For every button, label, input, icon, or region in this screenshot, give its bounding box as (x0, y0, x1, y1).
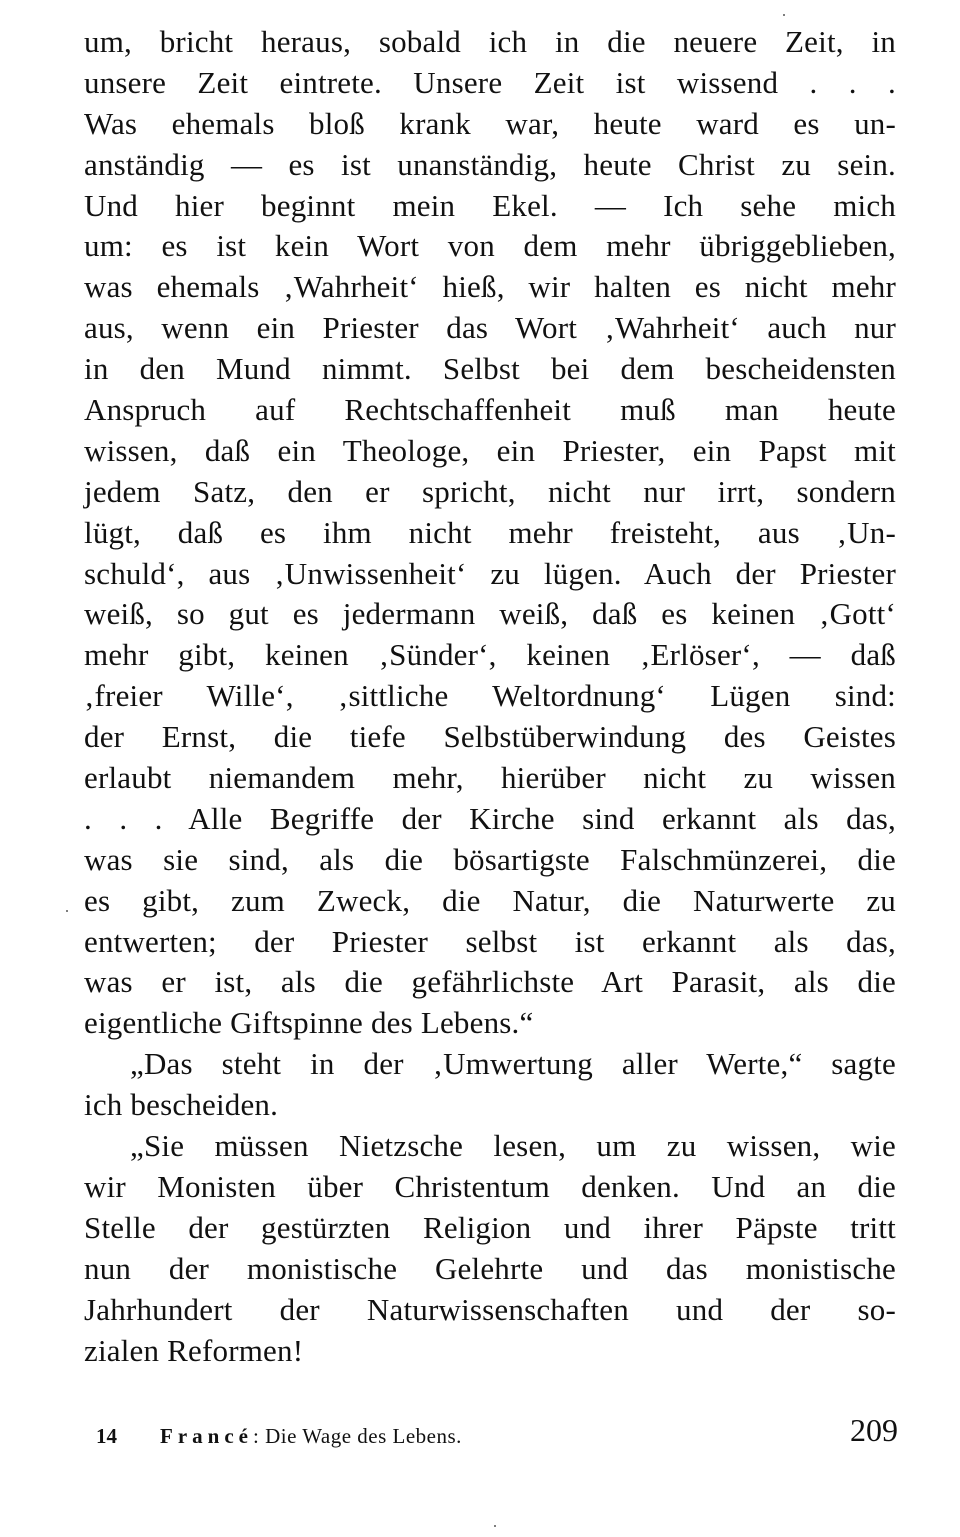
scan-speck (783, 14, 785, 16)
running-title (160, 1424, 462, 1449)
text-line: um, bricht heraus, sobald ich in die neuere Zeit, in (84, 24, 896, 59)
text-line: entwerten; der Priester selbst ist erkannt als das, (84, 923, 896, 959)
text-line: was er ist, als die gefährlichste Art Parasit, als die (84, 964, 896, 1000)
page-number: 209 (850, 1412, 898, 1448)
text-line: erlaubt niemandem mehr, hierüber nicht zu wissen (84, 760, 896, 796)
text-line: Stelle der gestürzten Religion und ihrer Päpste tritt (84, 1209, 896, 1245)
text-line: Jahrhundert der Naturwissenschaften und der so- (84, 1291, 896, 1327)
text-line: was sie sind, als die bösartigste Falschmünzerei, die (84, 841, 896, 877)
scan-speck (494, 1525, 496, 1527)
text-line: was ehemals ‚Wahrheit‘ hieß, wir halten es nicht mehr (84, 269, 896, 305)
body-text (84, 22, 896, 1371)
text-line: wir Monisten über Christentum denken. Und an die (84, 1168, 896, 1204)
text-line: ich bescheiden. (84, 1087, 279, 1123)
text-line: der Ernst, die tiefe Selbstüberwindung des Geistes (84, 719, 896, 755)
signature-mark: 14 (96, 1424, 117, 1448)
text-line: ‚freier Wille‘, ‚sittliche Weltordnung‘ Lügen sind: (84, 678, 896, 714)
text-line: lügt, daß es ihm nicht mehr freisteht, aus ‚Un- (84, 514, 896, 550)
text-line: zialen Reformen! (84, 1332, 304, 1368)
text-line: wissen, daß ein Theologe, ein Priester, ein Papst mit (84, 432, 896, 468)
text-line: in den Mund nimmt. Selbst bei dem bescheidensten (84, 351, 896, 387)
text-line: es gibt, zum Zweck, die Natur, die Naturwerte zu (84, 882, 896, 918)
text-line: jedem Satz, den er spricht, nicht nur irrt, sondern (84, 473, 896, 509)
text-line: eigentliche Giftspinne des Lebens.“ (84, 1005, 534, 1041)
text-line: aus, wenn ein Priester das Wort ‚Wahrheit‘ auch nur (84, 310, 896, 346)
text-line: Und hier beginnt mein Ekel. — Ich sehe mich (84, 187, 896, 223)
text-line: Was ehemals bloß krank war, heute ward es un- (84, 105, 896, 141)
text-line: schuld‘, aus ‚Unwissenheit‘ zu lügen. Auch der Priester (84, 555, 896, 591)
scan-speck (66, 910, 68, 912)
text-line: unsere Zeit eintrete. Unsere Zeit ist wissend . . . (84, 64, 896, 100)
book-title: : Die Wage des Lebens. (252, 1424, 462, 1448)
author-name: Francé (160, 1424, 253, 1448)
text-line: nun der monistische Gelehrte und das monistische (84, 1250, 896, 1286)
text-line: „Das steht in der ‚Umwertung aller Werte,“ sagte (130, 1046, 896, 1082)
text-line: mehr gibt, keinen ‚Sünder‘, keinen ‚Erlöser‘, — daß (84, 637, 896, 673)
text-line: „Sie müssen Nietzsche lesen, um zu wissen, wie (130, 1128, 896, 1164)
text-line: um: es ist kein Wort von dem mehr übriggeblieben, (84, 228, 896, 264)
text-line: Anspruch auf Rechtschaffenheit muß man heute (84, 392, 896, 428)
text-line: . . . Alle Begriffe der Kirche sind erkannt als das, (84, 800, 896, 836)
page-footer (96, 1412, 898, 1458)
text-line: anständig — es ist unanständig, heute Christ zu sein. (84, 146, 896, 182)
text-line: weiß, so gut es jedermann weiß, daß es keinen ‚Gott‘ (84, 596, 896, 632)
